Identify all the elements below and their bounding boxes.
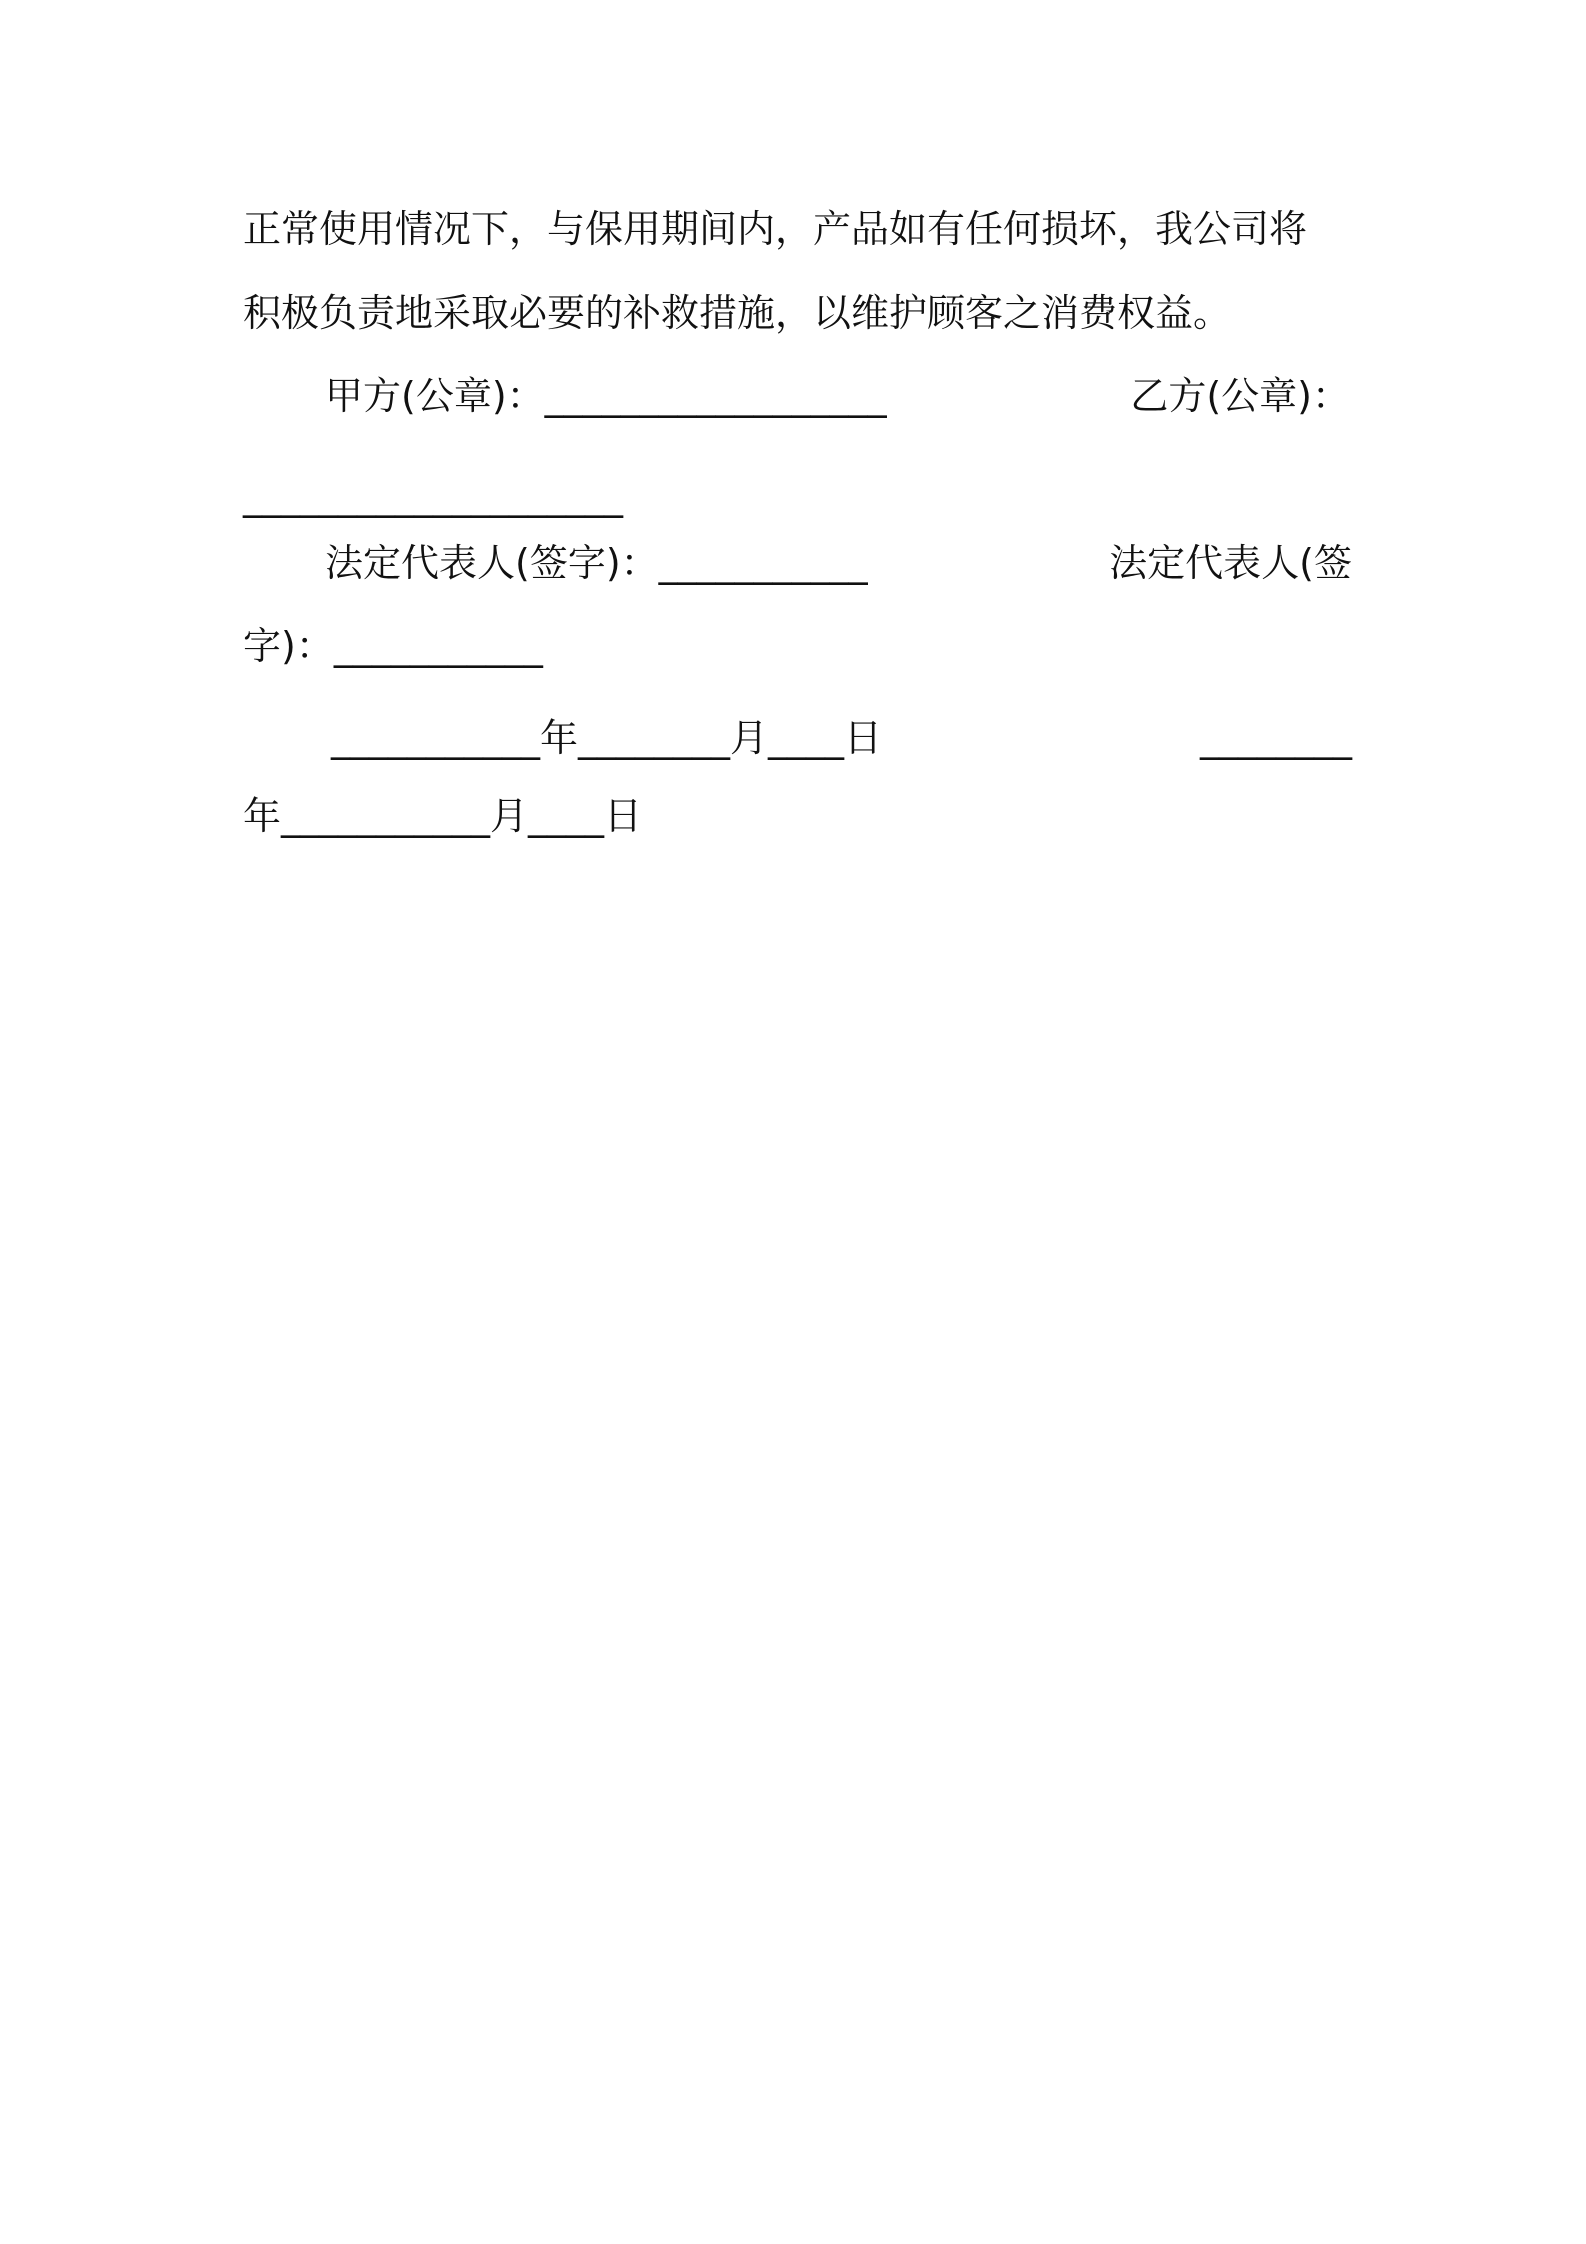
party-a-representative-line: 法定代表人(签字)：___________	[325, 541, 868, 585]
paragraph-line-2: 积极负责地采取必要的补救措施，以维护顾客之消费权益。	[243, 291, 1232, 335]
party-b-representative-label: 法定代表人(签	[1109, 541, 1352, 585]
party-b-seal-label: 乙方(公章)：	[1130, 374, 1350, 418]
party-b-representative-blank: 字)：___________	[243, 624, 543, 668]
party-b-date-year-blank: ________	[1200, 716, 1352, 760]
party-b-date-line: 年___________月____日	[243, 794, 643, 838]
party-b-seal-blank: ____________________	[243, 474, 623, 518]
party-a-date-line: ___________年________月____日	[331, 716, 883, 760]
paragraph-line-1: 正常使用情况下，与保用期间内，产品如有任何损坏，我公司将	[243, 207, 1308, 251]
party-a-seal-line: 甲方(公章)：__________________	[325, 374, 887, 418]
